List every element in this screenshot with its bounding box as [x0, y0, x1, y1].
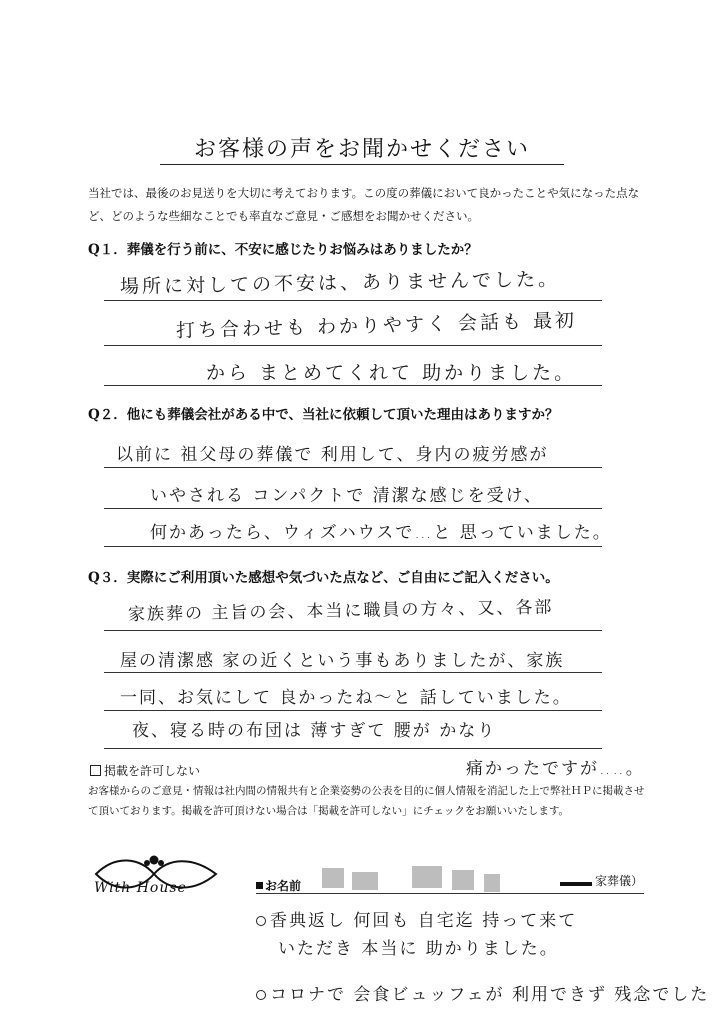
name-marker	[256, 882, 263, 889]
answer-rule	[104, 300, 602, 301]
form-title: お客様の声をお聞かせください	[193, 137, 530, 162]
redacted-name	[322, 868, 344, 888]
answer-2-line-3: 何かあったら、ウィズハウスで…と 思っていました。	[150, 523, 612, 543]
name-label	[256, 877, 301, 894]
with-house-logo	[88, 848, 228, 908]
answer-rule	[104, 630, 602, 631]
answer-2-line-1: 以前に 祖父母の葬儀で 利用して、身内の疲労感が	[116, 445, 549, 465]
answer-rule	[104, 345, 602, 346]
intro-text: 当社では、最後のお見送りを大切に考えております。この度の葬儀において良かったことや気になった点など、どのような些細なことでも率直なご意見・ご感想をお聞かせください。	[88, 186, 640, 223]
name-suffix: 家葬儀）	[595, 874, 644, 888]
redacted-name	[452, 870, 474, 890]
question-3: Q３．実際にご利用頂いた感想や気づいた点など、ご自由にご記入ください。	[88, 570, 559, 586]
answer-3-line-1: 家族葬の 主旨の会、本当に職員の方々、又、各部	[127, 597, 554, 625]
note-2-text: コロナで 会食ビュッフェが 利用できず 残念でした	[270, 985, 710, 1005]
permission-checkbox[interactable]	[90, 765, 101, 776]
redacted-name	[412, 866, 442, 888]
privacy-notice: お客様からのご意見・情報は社内間の情報共有と企業姿勢の公表を目的に個人情報を消記した上で弊社ＨＰに掲載させて頂いております。掲載を許可頂けない場合は「掲載を許可しない」にチェックをお願いいたします。	[88, 785, 645, 817]
question-2: Q２．他にも葬儀会社がある中で、当社に依頼して頂いた理由はありますか？	[88, 407, 559, 423]
question-1: Q１．葬儀を行う前に、不安に感じたりお悩みはありましたか？	[88, 242, 478, 258]
bullet-circle-icon	[256, 990, 266, 1000]
answer-rule	[104, 748, 602, 749]
redacted-name	[352, 872, 378, 890]
answer-3-line-4: 夜、寝る時の布団は 薄すぎて 腰が かなり	[132, 721, 497, 741]
note-2	[256, 980, 709, 1005]
note-1-line-1	[256, 906, 577, 931]
answer-1-line-1: 場所に対しての不安は、ありませんでした。	[119, 268, 561, 298]
answer-1-line-3: から まとめてくれて 助かりました。	[206, 362, 577, 384]
title-underline	[160, 164, 564, 165]
permission-label: 掲載を許可しない	[104, 764, 201, 778]
answer-2-line-2: いやされる コンパクトで 清潔な感じを受け、	[150, 486, 543, 506]
answer-rule	[104, 385, 602, 386]
answer-rule	[104, 546, 602, 547]
answer-3-line-2: 屋の清潔感 家の近くという事もありましたが、家族	[120, 651, 565, 671]
logo-text: With House	[94, 880, 187, 896]
answer-rule	[104, 508, 602, 509]
note-1-text: 香典返し 何回も 自宅迄 持って来て	[270, 911, 578, 931]
name-suffix-mark	[560, 882, 592, 886]
note-1-line-2: いただき 本当に 助かりました。	[278, 939, 559, 959]
answer-3-line-3: 一同、お気にして 良かったね〜と 話していました。	[120, 688, 572, 708]
name-label-text: お名前	[265, 879, 302, 893]
bullet-circle-icon	[256, 916, 266, 926]
name-underline	[256, 893, 644, 894]
redacted-name	[484, 874, 500, 892]
answer-1-line-2: 打ち合わせも わかりやすく 会話も 最初	[175, 309, 578, 342]
answer-rule	[104, 467, 602, 468]
answer-3-line-5: 痛かったですが‥‥。	[466, 759, 645, 779]
answer-rule	[104, 672, 602, 673]
permission-option[interactable]	[90, 762, 200, 779]
answer-rule	[104, 710, 602, 711]
